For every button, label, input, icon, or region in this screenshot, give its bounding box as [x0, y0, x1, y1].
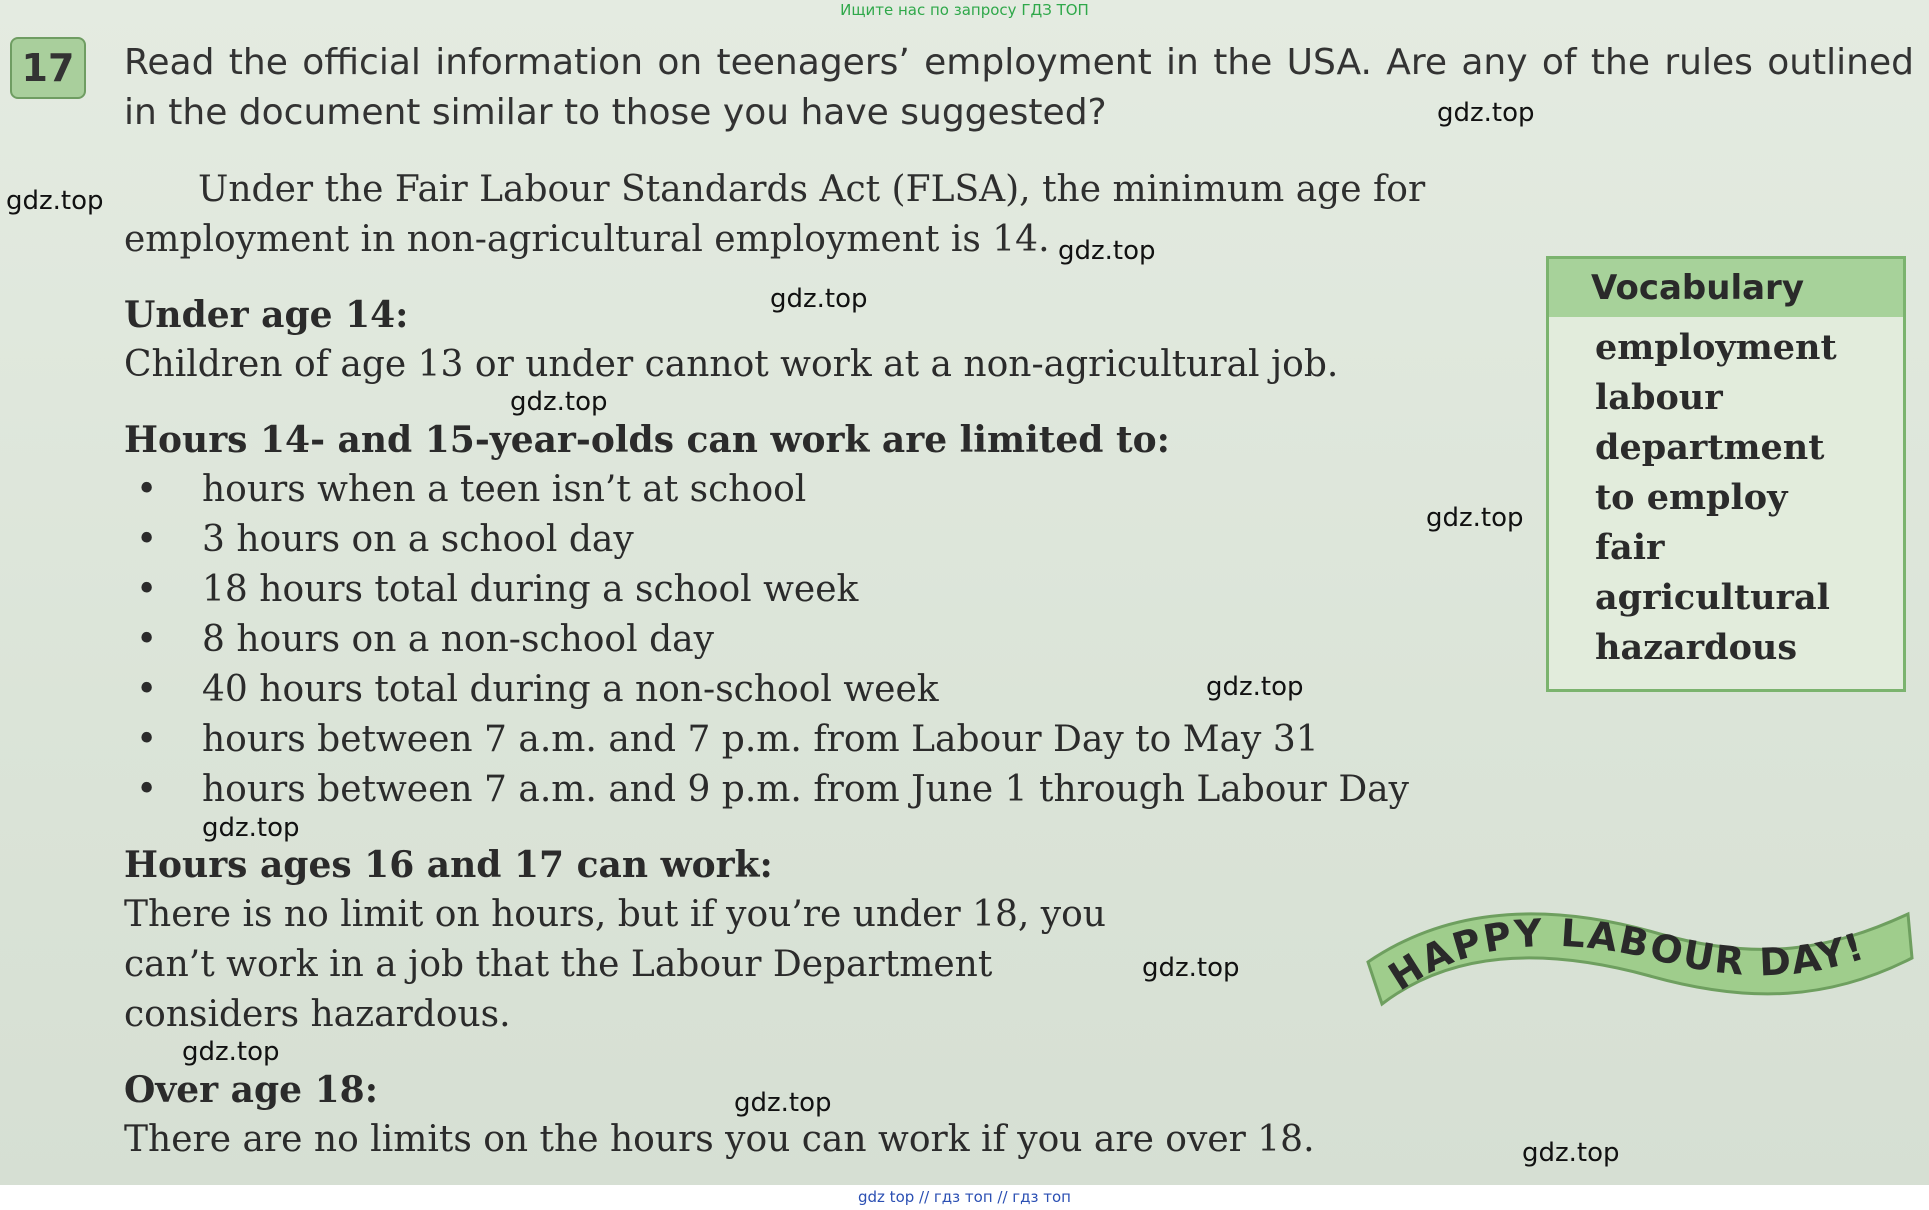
bullet-icon: •	[136, 719, 158, 760]
vocab-word: employment	[1595, 327, 1837, 368]
hours1415-list	[124, 465, 1409, 815]
watermark: gdz.top	[1058, 236, 1156, 266]
vocab-word: agricultural	[1595, 577, 1830, 618]
list-item: • 8 hours on a non-school day	[124, 615, 1409, 665]
list-item: • hours between 7 a.m. and 9 p.m. from June 1 through Labour Day	[124, 765, 1409, 815]
vocab-word: fair	[1595, 527, 1665, 568]
watermark: gdz.top	[510, 387, 608, 417]
list-item: • 3 hours on a school day	[124, 515, 1409, 565]
bullet-icon: •	[136, 519, 158, 560]
over18-heading: Over age 18:	[124, 1069, 379, 1111]
ages1617-line-3: considers hazardous.	[124, 994, 511, 1035]
bullet-icon: •	[136, 569, 158, 610]
intro-paragraph: Under the Fair Labour Standards Act (FLSA), the minimum age for employment in non-agricultural employment is 14.	[124, 169, 1426, 260]
vocab-word: hazardous	[1595, 627, 1798, 668]
vocab-word: labour	[1595, 377, 1723, 418]
bullet-icon: •	[136, 619, 158, 660]
watermark: gdz.top	[770, 284, 868, 314]
watermark: gdz.top	[182, 1037, 280, 1067]
list-item: • hours between 7 a.m. and 7 p.m. from Labour Day to May 31	[124, 715, 1409, 765]
ages1617-heading: Hours ages 16 and 17 can work:	[124, 844, 773, 886]
under14-heading: Under age 14:	[124, 294, 409, 336]
list-item: • 40 hours total during a non-school week	[124, 665, 1409, 715]
watermark: gdz.top	[202, 813, 300, 843]
watermark: gdz.top	[1522, 1138, 1620, 1168]
vocabulary-box	[1546, 256, 1906, 692]
watermark: gdz.top	[1437, 98, 1535, 128]
exercise-number: 17	[10, 37, 86, 99]
watermark: gdz.top	[1142, 953, 1240, 983]
watermark: gdz.top	[734, 1088, 832, 1118]
ages1617-line-1: There is no limit on hours, but if you’re under 18, you	[124, 894, 1106, 935]
watermark: gdz.top	[1206, 672, 1304, 702]
ages1617-line-2: can’t work in a job that the Labour Department	[124, 944, 993, 985]
over18-text: There are no limits on the hours you can work if you are over 18.	[124, 1119, 1315, 1160]
bullet-icon: •	[136, 669, 158, 710]
bullet-icon: •	[136, 469, 158, 510]
task-instruction: Read the official information on teenagers’ employment in the USA. Are any of the rules outlined in the document similar to those you have suggested?	[124, 42, 1914, 133]
watermark: gdz.top	[6, 186, 104, 216]
vocab-word: to employ	[1595, 477, 1788, 518]
vocabulary-title: Vocabulary	[1549, 259, 1903, 317]
under14-text: Children of age 13 or under cannot work at a non-agricultural job.	[124, 344, 1339, 385]
ribbon-text: HAPPY LABOUR DAY!	[1380, 910, 1871, 1000]
hours1415-heading: Hours 14- and 15-year-olds can work are limited to:	[124, 419, 1170, 461]
list-item: • 18 hours total during a school week	[124, 565, 1409, 615]
vocab-word: department	[1595, 427, 1825, 468]
top-banner[interactable]: Ищите нас по запросу ГДЗ ТОП	[840, 1, 1089, 19]
vocabulary-list	[1549, 323, 1903, 673]
footer-links[interactable]: gdz top // гдз топ // гдз топ	[0, 1185, 1929, 1210]
bullet-icon: •	[136, 769, 158, 810]
watermark: gdz.top	[1426, 503, 1524, 533]
list-item: • hours when a teen isn’t at school	[124, 465, 1409, 515]
happy-labour-day-ribbon	[1360, 900, 1920, 1030]
